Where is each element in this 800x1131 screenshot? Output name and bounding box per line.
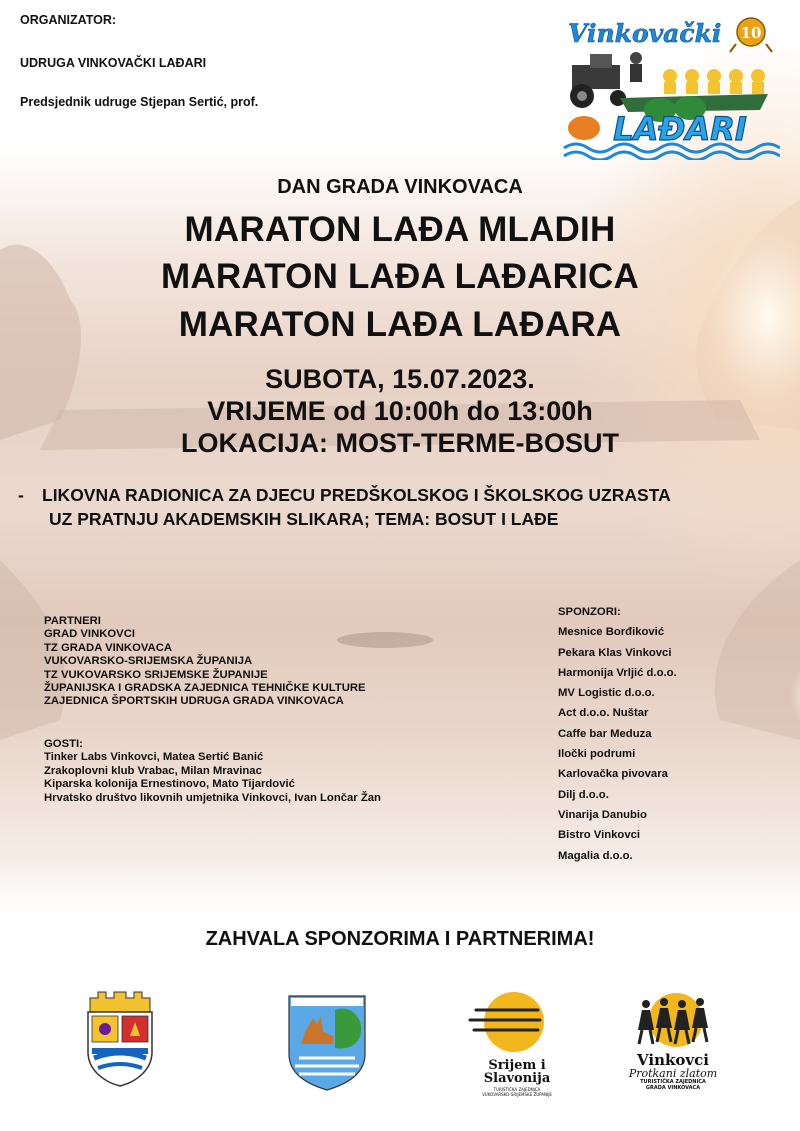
guests-heading: GOSTI: — [44, 738, 83, 750]
partners-heading: PARTNERI — [44, 615, 101, 627]
list-item: ŽUPANIJSKA I GRADSKA ZAJEDNICA TEHNIČKE KULTURE — [44, 682, 366, 695]
event-subtitle: DAN GRADA VINKOVACA — [277, 176, 523, 198]
vinkovci-small-1: TURISTIČKA ZAJEDNICA — [640, 1079, 706, 1085]
srijem-slavonija-logo — [462, 992, 572, 1102]
list-item: VUKOVARSKO-SRIJEMSKA ŽUPANIJA — [44, 655, 253, 668]
list-item: Pekara Klas Vinkovci — [558, 646, 672, 659]
sponsors-heading: SPONZORI: — [558, 606, 621, 618]
srijem-small-1: TURISTIČKA ZAJEDNICA — [493, 1087, 541, 1092]
vinkovci-coat-of-arms-icon — [82, 988, 158, 1088]
list-item: Karlovačka pivovara — [558, 768, 668, 781]
workshop-line-1: LIKOVNA RADIONICA ZA DJECU PREDŠKOLSKOG I ŠKOLSKOG UZRASTA — [42, 485, 671, 505]
vinkovci-slogan: Protkani zlatom — [628, 1067, 718, 1080]
vinkovci-small-2: GRADA VINKOVACA — [645, 1085, 701, 1091]
event-time: VRIJEME od 10:00h do 13:00h — [207, 396, 593, 426]
vinkovacki-ladjari-logo — [560, 10, 780, 160]
srijem-slavonija-sun-icon — [462, 992, 572, 1054]
list-item: GRAD VINKOVCI — [44, 628, 136, 641]
srijem-small-2: VUKOVARSKO-SRIJEMSKE ŽUPANIJE — [482, 1092, 552, 1097]
tz-vinkovci-logo — [618, 990, 728, 1100]
list-item: Kiparska kolonija Ernestinovo, Mato Tijardović — [44, 778, 295, 791]
guests-list — [44, 738, 381, 805]
event-date: SUBOTA, 15.07.2023. — [265, 364, 535, 394]
list-item: Act d.o.o. Nuštar — [558, 707, 649, 720]
logo-top-text: Vinkovački — [568, 19, 722, 48]
vukovar-srijem-county-coat-of-arms-icon — [285, 992, 369, 1092]
partners-list — [44, 615, 366, 709]
organizer-heading: ORGANIZATOR: — [20, 13, 117, 27]
list-item: TZ GRADA VINKOVACA — [44, 641, 173, 654]
srijem-line-1: Srijem i — [488, 1058, 546, 1073]
sponsors-list — [558, 606, 677, 870]
list-item: Hrvatsko društvo likovnih umjetnika Vinkovci, Ivan Lončar Žan — [44, 791, 381, 804]
list-item: Magalia d.o.o. — [558, 849, 633, 862]
list-item: Vinarija Danubio — [558, 808, 647, 821]
list-item: Bistro Vinkovci — [558, 829, 641, 842]
logo-bottom-text: LAĐARI — [613, 110, 747, 148]
anniversary-number: 10 — [740, 24, 762, 42]
list-item: TZ VUKOVARSKO SRIJEMSKE ŽUPANIJE — [44, 668, 268, 681]
list-item: Mesnice Borđiković — [558, 626, 665, 639]
anniversary-medal-icon — [730, 18, 772, 52]
list-item: Tinker Labs Vinkovci, Matea Sertić Banić — [44, 751, 264, 764]
event-title-1: MARATON LAĐA MLADIH — [184, 210, 616, 249]
list-item: Zrakoplovni klub Vrabac, Milan Mravinac — [44, 764, 262, 777]
event-title-3: MARATON LAĐA LAĐARA — [178, 305, 622, 344]
workshop-line-2: UZ PRATNJU AKADEMSKIH SLIKARA; TEMA: BOSUT I LAĐE — [49, 509, 559, 529]
dancing-people-icon — [618, 990, 728, 1048]
list-item: Iločki podrumi — [558, 748, 636, 761]
vinkovci-name: Vinkovci — [637, 1051, 709, 1069]
list-item: ZAJEDNICA ŠPORTSKIH UDRUGA GRADA VINKOVACA — [44, 695, 344, 708]
bullet-dash: - — [18, 485, 24, 505]
thanks-heading: ZAHVALA SPONZORIMA I PARTNERIMA! — [205, 928, 595, 950]
event-location: LOKACIJA: MOST-TERME-BOSUT — [181, 428, 619, 458]
srijem-line-2: Slavonija — [483, 1071, 551, 1086]
organizer-president: Predsjednik udruge Stjepan Sertić, prof. — [20, 95, 259, 109]
list-item: MV Logistic d.o.o. — [558, 687, 655, 700]
organizer-name: UDRUGA VINKOVAČKI LAĐARI — [20, 56, 207, 70]
event-title-2: MARATON LAĐA LAĐARICA — [161, 257, 639, 296]
list-item: Caffe bar Meduza — [558, 727, 652, 740]
list-item: Harmonija Vrljić d.o.o. — [558, 666, 677, 679]
rowers-icon — [663, 69, 765, 94]
list-item: Dilj d.o.o. — [558, 788, 609, 801]
